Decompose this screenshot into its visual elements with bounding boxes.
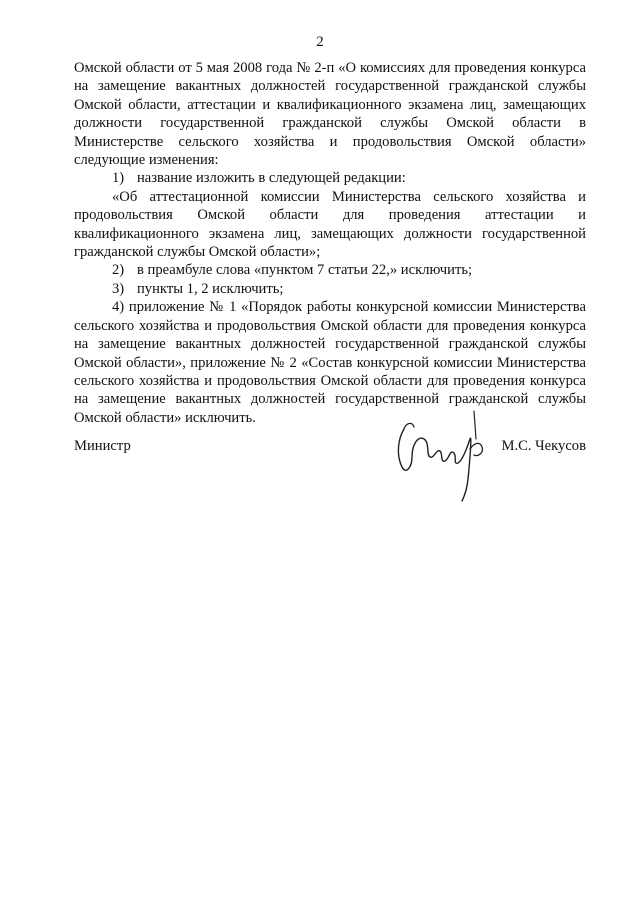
list-item-4: 4) приложение № 1 «Порядок работы конкурсной комиссии Министерства сельского хозяйства и продовольствия Омской области для проведения конкурса на замещение вакантных должностей государственной гражданской службы Омской области», приложение № 2 «Состав конкурсной комиссии Министерства сельского хозяйства и продовольствия Омской области для проведения конкурса на замещение вакантных должностей государственной гражданской службы Омской области» исключить. <box>74 299 586 426</box>
list-item-2 <box>74 261 586 279</box>
list-item-text: название изложить в следующей редакции: <box>137 170 406 187</box>
list-item-text: пункты 1, 2 исключить; <box>137 280 284 297</box>
list-item-3 <box>74 280 586 298</box>
signer-position: Министр <box>74 438 131 454</box>
handwritten-signature <box>390 409 500 504</box>
list-item-number: 1) <box>112 170 125 187</box>
document-body <box>74 59 586 427</box>
list-item-1 <box>74 169 586 187</box>
list-item-number: 2) <box>112 262 125 279</box>
list-item-text: в преамбуле слова «пунктом 7 статьи 22,» исключить; <box>137 262 473 279</box>
signer-name: М.С. Чекусов <box>501 438 586 454</box>
signature-block <box>74 437 586 517</box>
page-number: 2 <box>316 34 324 50</box>
quoted-title-paragraph: «Об аттестационной комиссии Министерства сельского хозяйства и продовольствия Омской области для проведения аттестации и квалификационного экзамена лиц, замещающих должности государственной гражданской службы Омской области»; <box>74 188 586 261</box>
intro-paragraph: Омской области от 5 мая 2008 года № 2-п «О комиссиях для проведения конкурса на замещение вакантных должностей государственной гражданской службы Омской области, аттестации и квалификационного экзамена лиц, замещающих должности государственной гражданской службы Омской области в Министерстве сельского хозяйства и продовольствия Омской области» следующие изменения: <box>74 60 586 169</box>
list-item-number: 3) <box>112 280 125 297</box>
